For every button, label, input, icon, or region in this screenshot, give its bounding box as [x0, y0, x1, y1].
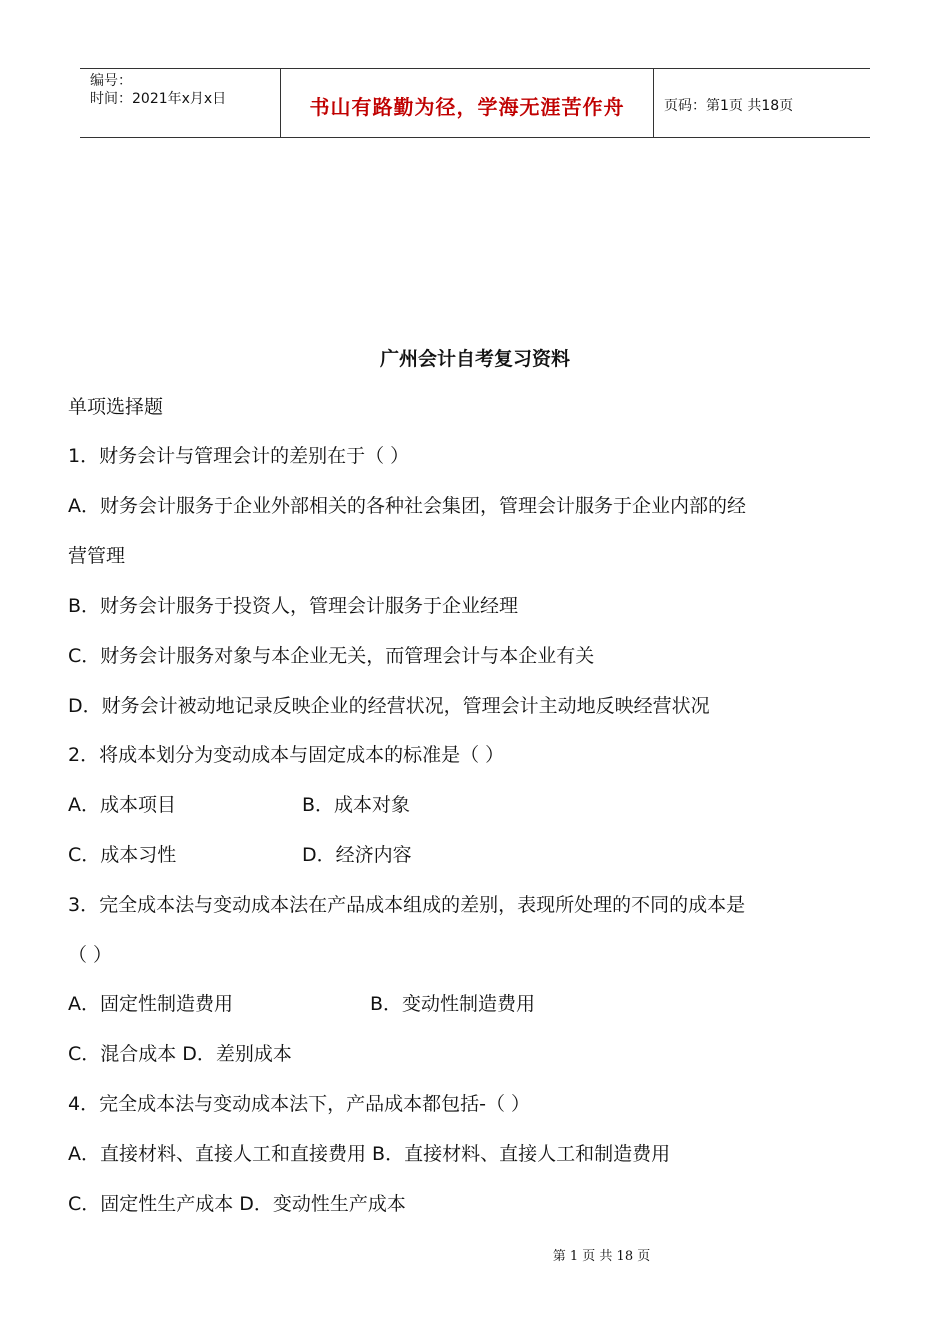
q2-option-b: B．成本对象	[302, 794, 411, 816]
page-info: 页码：第1页 共18页	[664, 98, 794, 114]
time-label: 时间：2021年x月x日	[90, 91, 227, 107]
motto-text: 书山有路勤为径，学海无涯苦作舟	[309, 95, 625, 119]
document-title: 广州会计自考复习资料	[379, 348, 570, 370]
footer-page-number: 第 1 页 共 18 页	[552, 1249, 651, 1264]
q4-stem: 4．完全成本法与变动成本法下，产品成本都包括-（ ）	[68, 1093, 530, 1115]
header-meta-cell	[80, 69, 281, 137]
page-footer	[0, 1245, 950, 1264]
header-motto-cell	[281, 69, 654, 137]
header-page-cell	[654, 69, 870, 137]
section-heading: 单项选择题	[68, 396, 164, 418]
page-header	[80, 68, 870, 138]
number-label: 编号：	[90, 73, 132, 89]
q1-option-a-cont: 营管理	[68, 545, 126, 567]
q3-option-b: B．变动性制造费用	[370, 993, 536, 1015]
q4-option-ab: A．直接材料、直接人工和直接费用 B．直接材料、直接人工和制造费用	[68, 1143, 671, 1165]
q1-option-a: A．财务会计服务于企业外部相关的各种社会集团，管理会计服务于企业内部的经	[68, 495, 746, 517]
q1-option-d: D．财务会计被动地记录反映企业的经营状况，管理会计主动地反映经营状况	[68, 695, 710, 717]
q2-option-a: A．成本项目	[68, 794, 176, 816]
q3-option-cd: C．混合成本 D．差别成本	[68, 1043, 292, 1065]
q2-option-c: C．成本习性	[68, 844, 177, 866]
q4-option-cd: C．固定性生产成本 D．变动性生产成本	[68, 1193, 406, 1215]
q2-stem: 2．将成本划分为变动成本与固定成本的标准是（ ）	[68, 744, 505, 766]
q1-stem: 1．财务会计与管理会计的差别在于（ ）	[68, 445, 410, 467]
q2-option-d: D．经济内容	[302, 844, 412, 866]
q3-stem-cont: （ ）	[68, 944, 113, 966]
q3-stem: 3．完全成本法与变动成本法在产品成本组成的差别，表现所处理的不同的成本是	[68, 894, 746, 916]
q3-option-a: A．固定性制造费用	[68, 993, 233, 1015]
q1-option-c: C．财务会计服务对象与本企业无关，而管理会计与本企业有关	[68, 645, 595, 667]
q1-option-b: B．财务会计服务于投资人，管理会计服务于企业经理	[68, 595, 519, 617]
